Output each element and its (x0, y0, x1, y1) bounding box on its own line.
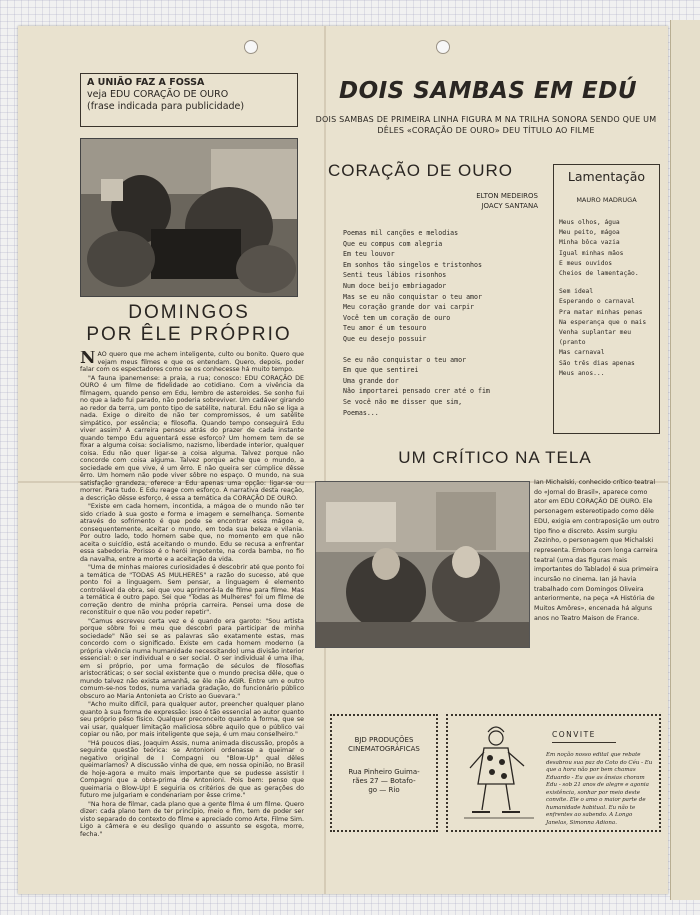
article-title-line-2: POR ÊLE PRÓPRIO (86, 324, 292, 345)
article-paragraph: "Uma de minhas maiores curiosidades é descobrir até que ponto foi a temática de "TODAS AS MULHERES" a razão do sucesso, até que ponto foi a linguagem. Sem pensar, a linguagem é elemento controlável da obra, sei que vou aprimorá-la de filme para filme. Mas a temática é outro papo. Sei que "Todas as Mulheres" foi um filme de correção dentro de minha própria carreira. Pensei uma dose de reconstituir o que não vou poder repetir". (80, 564, 304, 616)
clown-illustration (454, 724, 542, 824)
article-paragraph: "Na hora de filmar, cada plano que a gente filma é um filme. Quero dizer: cada plano tem de ter princípio, meio e fim, tem de poder ser visto separado do contexto do filme e apreciado como Arte. Filme Sim. Ligo a câmera e eu desligo quando o assunto se esgota, morre, fecha." (80, 800, 304, 838)
lyric-line: Meus olhos, água (559, 219, 620, 226)
lyric-line: São três dias apenas (559, 359, 635, 367)
dropcap: N (80, 351, 96, 368)
critic-article-text: Ian Michalski, conhecido crítico teatral do «Jornal do Brasil», aparece como ator em EDU CORAÇÃO DE OURO. Ele personagem estereotipado como dêle EDU, exigia em contraposição um outro tipo fino e discreto. Assim surgiu Zezinho, o personagem que Michalski representa. Embora com longa carreira teatral (uma das figuras mais importantes do Tablado) é sua primeira incursão no cinema. Ian já havia trabalhado com Domingos Oliveira anteriormente, na peça «A História de Muitos Amôres», encenada há alguns anos no Teatro Maison de France. (534, 479, 660, 622)
lyric-line: Pra matar minhas penas (559, 308, 643, 316)
lyric-line: Meu peito, mágoa (559, 229, 620, 237)
article-paragraph: "Há poucos dias, Joaquim Assis, numa animada discussão, propôs a seguinte questão teórica: se Antonioni ordenasse a queimar o negativo original de I Compagni ou "Blow-Up" qual dêles queimaríamos? A discussão vinha de que, em nossa opinião, no Brasil de hoje-agora e muito mais importante que se pudesse assistir I Compagni que a obra-prima de Antonioni. Pois bem: penso que queimaria o Blow-Up! E seguiria os critérios de que as gerações do futuro me julgariam e condenariam por êsse crime." (80, 739, 304, 799)
lyric-line: Em que que sentirei (343, 366, 419, 375)
section-title-critico: UM CRÍTICO NA TELA (398, 448, 592, 467)
address-line: Rua Pinheiro Guima- (348, 768, 420, 776)
lyric-line: Poemas mil canções e melodias (343, 229, 459, 237)
article-title-line-1: DOMINGOS (128, 302, 250, 323)
producer-name-line-1: BJD PRODUÇÕES (354, 736, 414, 744)
credit-composer-1: ELTON MEDEIROS (476, 192, 538, 200)
punch-hole-right (436, 40, 450, 54)
stanza-gap (559, 279, 654, 287)
lyric-line: E meus ouvidos (559, 259, 613, 267)
song-author-lamentacao: MAURO MADRUGA (576, 196, 637, 204)
lyric-line: Igual minhas mãos (559, 249, 624, 257)
credit-composer-2: JOACY SANTANA (481, 202, 538, 210)
address-line: go — Rio (368, 786, 400, 794)
lyric-line: Mas se eu não conquistar o teu amor (343, 292, 482, 301)
producer-box (330, 714, 438, 832)
lyric-line: Meus anos... (559, 369, 605, 377)
lyric-line: Se eu não conquistar o teu amor (343, 355, 467, 364)
ad-line-2 (87, 89, 291, 101)
song-credits (428, 191, 538, 211)
lyric-line: Cheios de lamentação. (559, 270, 639, 278)
song-title-lamentacao: Lamentação (567, 169, 646, 184)
page-title: DOIS SAMBAS EM EDÚ (338, 78, 638, 104)
lyric-line: Em sonhos tão singelos e tristonhos (343, 260, 482, 269)
article-paragraph-text: ÃO quero que me achem inteligente, culto ou bonito. Quero que vejam meus filmes e que os entendam. Quero, depois, poder falar com os espectadores como se os conhecesse há muito tempo. (80, 351, 304, 373)
lyric-line: (pranto (559, 339, 586, 347)
lyric-line: Meu coração grande dor vai carpir (343, 303, 475, 312)
lyric-line: Que eu desejo possuir (343, 334, 427, 343)
lyric-line: Uma grande dor (343, 376, 399, 385)
punch-hole-left (244, 40, 258, 54)
adjacent-page-edge (670, 20, 700, 900)
lyric-line: Senti teus lábios risonhos (343, 271, 447, 280)
invitation-title-rule (552, 742, 616, 743)
lyric-line: Se você não me disser que sim, (343, 397, 463, 406)
lyric-line: Que eu compus com alegria (343, 239, 443, 248)
lyric-line: Sem ideal (559, 288, 594, 296)
lyric-line: Mas carnaval (559, 349, 605, 357)
stanza-gap (343, 345, 533, 355)
ad-line-2-text: veja EDU CORAÇÃO DE OURO (87, 89, 229, 100)
address-line: rães 27 — Botafo- (352, 777, 416, 785)
article-paragraph: "A fauna ipanemense: a praia, a rua; conosco: EDU CORAÇÃO DE OURO é um filme de fidelidade ao cotidiano. Com a vivência da filmagem, quando penso em Edu, lembro de asteroides. Se sonho fui no que a lado fui parado, não poderia sobreviver. Um cadáver girando ao redor da terra, um ponto tipo de satélite, natural. Edu não se liga a nada. Exige o direito de não ter compromissos, é um satélite simpático, por essência; e filosofia. Quando tempo conseguirá Edu viver assim? A carreira pensou atrás do prazer de cada instante quando tempo Edu aguentará esse esforço? Um homem tem de se fixar a alguma coisa: socialismo, nazismo, liberdade interior, qualquer coisa. Edu não quer ligar-se a coisa alguma. Talvez porque não concorde com coisa alguma. Talvez porque ache que o mundo, a sociedade em que vive, é um êrro. E não queira ser cúmplice dêsse êrro. Um homem não pode viver sôbre no espaço. O mundo, na sua satisfação grandeza, oferece a Edu apenas uma opção: ligar-se ou morrer. Para tudo. E Edu reage com esforço. A narrativa desta reação, a descrição dêsse esforço, é essa a temática da CORAÇÃO DE OURO. (80, 374, 304, 502)
song-lyrics-lamentacao (559, 218, 654, 379)
article-title (78, 302, 300, 346)
song-title-coracao: CORAÇÃO DE OURO (328, 161, 514, 180)
invitation-text: Em noção nosso edital que rebate desabrou sua paz do Coto do Céu - Eu que a hora não por bem chamas Eduardo - Eu que as ânsias choram Edu - sob 21 anos de alegre e agonia existência, sonhar por meio deste convite. Ele o amo o maior parte de humanidade habitual. Eu não te enfrentes ao sabendo. A Longo Janelas, Simonna Adiona. (546, 752, 653, 826)
article-body (80, 351, 304, 879)
song-lyrics-coracao (343, 228, 533, 418)
article-paragraph: "Camus escreveu certa vez e é quando era garoto: "Sou artista porque sôbre foi e meu que descobri para participar de minha sociedade" Não sei se as palavras são exatamente estas, mas concordo com o significado. Existe em cada homem moderno (a própria vivência numa humanidade necessitando) uma divisão interior essencial: o ser individual e o ser social. O ser individual é uma ilha, em si próprio, por uma formação de séculos de filosofias aristocráticas; o ser social existente que o mundo precisa dêle, que o mundo talvez não exista amanhã, se êle não AGIR. Entre um e outro comum-se-nos todos, numa variada gradação, do funcionário público obscuro ao Maria Antonieta ao Cristo ao Guevara." (80, 617, 304, 700)
lyric-line: Teu amor é um tesouro (343, 324, 427, 333)
publicity-phrase-box (80, 73, 298, 127)
lyric-line: Você tem um coração de ouro (343, 313, 451, 322)
article-paragraph: "Acho muito difícil, para qualquer autor, preencher qualquer plano quanto à sua forma de expressão: isso é tão essencial ao autor quanto seu próprio pêso físico. Qualquer preconceito quanto à forma, que se vai usar, qualquer limitação maliciosa sôbre aquilo que o público vai copiar ou não, por mais inteligente que seja, é um mau conselheiro." (80, 701, 304, 738)
producer-address (332, 768, 436, 795)
invitation-box (446, 714, 661, 832)
lyric-line: Não importarei pensado crer até o fim (343, 387, 490, 396)
lyric-line: Num doce beijo embriagador (343, 281, 447, 290)
lyric-line: Poemas... (343, 408, 379, 417)
lyric-line: Esperando o carnaval (559, 298, 635, 306)
invitation-title: CONVITE (552, 730, 596, 739)
song-box-lamentacao (553, 164, 660, 434)
lyric-line: Em teu louvor (343, 250, 395, 259)
newspaper-page (18, 26, 668, 894)
fold-crease-vertical (324, 26, 326, 894)
page-subtitle: DOIS SAMBAS DE PRIMEIRA LINHA FIGURA M NA TRILHA SONORA SENDO QUE UM DÊLES «CORAÇÃO DE OURO» DEU TÍTULO AO FILME (315, 115, 657, 135)
ad-line-1: A UNIÃO FAZ A FOSSA (87, 77, 205, 88)
article-paragraph: "Existe em cada homem, incontida, a mágoa de o mundo não ter sido criado à sua gosto e forma e imagem e semelhança. Somente através do sofrimento é que pode se encontrar essa mágoa e, consequentemente, aceitar o mundo, em toda sua beleza e vilania. Por outro lado, todo homem sabe que, no momento em que não aceita o suicídio, está aceitando o mundo. Edu se recusa a enfrentar essa sabedoria. Porisso é o herói impotente, na corda bamba, no fio da navalha, entre a morte e a aceitação da vida. (80, 503, 304, 563)
article-paragraph (80, 351, 304, 374)
film-still-photo-top (80, 138, 298, 297)
lyric-line: Minha bôca vazia (559, 239, 620, 247)
producer-name-line-2: CINEMATOGRÁFICAS (348, 745, 420, 753)
ad-line-3: (frase indicada para publicidade) (87, 101, 245, 112)
film-still-photo-critic (315, 481, 530, 648)
lyric-line: Na esperança que o mais (559, 318, 647, 326)
lyric-line: Venha suplantar meu (559, 329, 632, 337)
